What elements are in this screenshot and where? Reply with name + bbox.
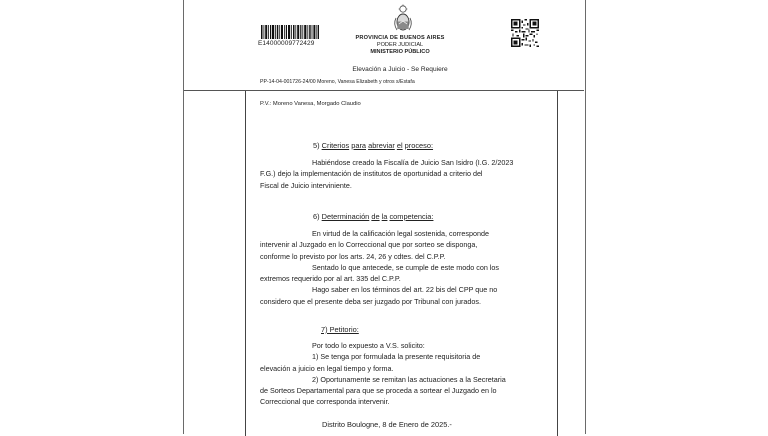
section-5-line: F.G.) dejo la implementación de institutos de oportunidad a criterio del xyxy=(260,169,483,179)
closing-date-line: Distrito Boulogne, 8 de Enero de 2025.- xyxy=(322,420,452,429)
section-6-heading xyxy=(313,212,433,221)
right-margin-rule xyxy=(557,91,558,436)
section-6-line: extremos requerido por al art. 335 del C.P.P. xyxy=(260,274,401,284)
section-5-line: Habiéndose creado la Fiscalía de Juicio San Isidro (I.G. 2/2023 xyxy=(312,158,514,167)
section-6-line: considero que el presente deba ser juzgado por Tribunal con jurados. xyxy=(260,296,481,306)
section-7-body xyxy=(260,340,540,408)
section-5-body xyxy=(260,157,540,191)
section-5-number: 5) xyxy=(313,141,320,150)
parties-line: P.V.: Moreno Vanesa, Morgado Claudio xyxy=(260,101,361,107)
section-7-line: de Sorteos Departamental para que se proceda a sortear el Juzgado en lo xyxy=(260,386,497,396)
section-5-line: Fiscal de Juicio interviniente. xyxy=(260,180,352,190)
section-6-line: En virtud de la calificación legal sostenida, corresponde xyxy=(312,229,489,238)
section-6-line: conforme lo previsto por los arts. 24, 26 y cdtes. del C.P.P. xyxy=(260,251,446,261)
section-7-line: 2) Oportunamente se remitan las actuaciones a la Secretaria xyxy=(312,374,506,384)
section-7-line: 1) Se tenga por formulada la presente requisitoria de xyxy=(312,352,481,362)
header-branch: PODER JUDICIAL xyxy=(376,42,424,48)
section-6-heading-word: la xyxy=(381,212,388,221)
section-6-line: Sentado lo que antecede, se cumple de este modo con los xyxy=(312,262,500,272)
section-5-heading-word: proceso: xyxy=(404,141,434,150)
header-ministry: MINISTERIO PÚBLICO xyxy=(370,49,430,55)
section-7-heading: 7) Petitorio: xyxy=(321,325,359,334)
section-6-number: 6) xyxy=(313,212,320,221)
qr-code-image xyxy=(511,19,539,47)
barcode-number: E14000009772429 xyxy=(258,40,315,47)
section-7-line: elevación a juicio en legal tiempo y forma. xyxy=(260,363,394,373)
section-5-heading-word: para xyxy=(351,141,367,150)
barcode-image xyxy=(261,25,319,39)
section-5-heading-word: abreviar xyxy=(368,141,395,150)
section-7-line: Correccional que corresponda intervenir. xyxy=(260,397,390,407)
section-7-line: Por todo lo expuesto a V.S. solicito: xyxy=(312,341,425,350)
document-subject: Elevación a Juicio - Se Requiere xyxy=(352,66,448,73)
section-6-line: Hago saber en los términos del art. 22 bis del CPP que no xyxy=(312,285,498,295)
coat-of-arms-icon xyxy=(392,4,414,34)
header-province: PROVINCIA DE BUENOS AIRES xyxy=(355,35,445,41)
section-5-heading xyxy=(313,141,433,150)
section-6-body xyxy=(260,228,540,307)
left-margin-rule xyxy=(245,91,246,436)
section-6-line: intervenir al Juzgado en lo Correccional que por sorteo se disponga, xyxy=(260,240,478,250)
section-6-heading-word: Determinación xyxy=(321,212,370,221)
header-divider xyxy=(184,90,584,91)
section-6-heading-word: competencia: xyxy=(389,212,434,221)
section-5-heading-word: el xyxy=(396,141,403,150)
section-6-heading-word: de xyxy=(371,212,380,221)
section-5-heading-word: Criterios xyxy=(321,141,350,150)
case-identifier: PP-14-04-001726-24/00 Moreno, Vanesa Elizabeth y otros s/Estafa xyxy=(260,79,415,85)
